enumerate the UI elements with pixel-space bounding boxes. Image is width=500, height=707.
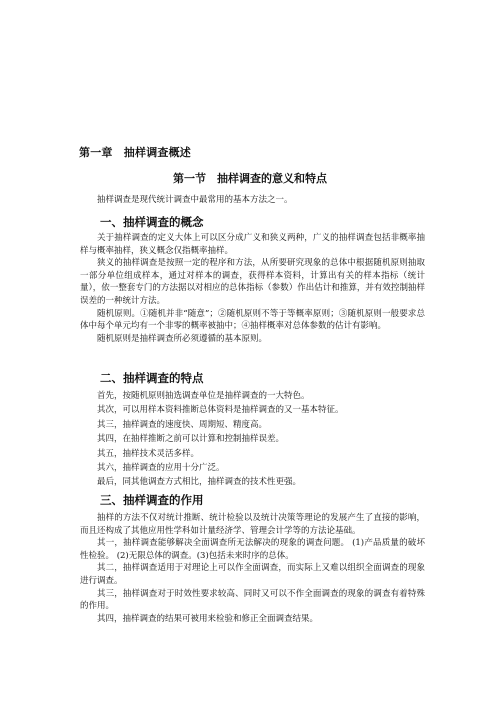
section-title: 第一节 抽样调查的意义和特点 <box>173 172 327 185</box>
chapter-title: 第一章 抽样调查概述 <box>79 146 191 159</box>
part3-body <box>80 512 425 625</box>
body-paragraph: 随机原则是抽样调查所必须遵循的基本原则。 <box>97 333 268 344</box>
part2-heading: 二、抽样调查的特点 <box>100 371 204 385</box>
list-item: 其六，抽样调查的应用十分广泛。 <box>97 463 225 474</box>
part1-body <box>80 232 425 345</box>
body-paragraph: 狭义的抽样调查是按照一定的程序和方法，从所要研究现象的总体中根据随机原则抽取一部分单位组成样本，通过对样本的调查，获得样本资料，计算出有关的样本指标（统计量），依一整套专门的方法据以对相应的总体指标（参数）作出估计和推算，并有效控制抽样误差的一种统计方法。 <box>80 258 425 306</box>
body-paragraph: 其三，抽样调查对于时效性要求较高、同时又可以不作全面调查的现象的调查有着特殊的作用。 <box>80 588 425 612</box>
intro-paragraph: 抽样调查是现代统计调查中最常用的基本方法之一。 <box>97 195 293 205</box>
part2-list <box>97 389 427 490</box>
list-item: 其五，抽样技术灵活多样。 <box>97 448 200 459</box>
body-paragraph: 随机原则。①随机并非“随意”；②随机原则不等于等概率原则；③随机原则一般要求总体中每个单元均有一个非零的概率被抽中；④抽样概率对总体参数的估计有影响。 <box>80 308 425 332</box>
part3-heading: 三、抽样调查的作用 <box>100 493 204 507</box>
body-paragraph: 抽样的方法不仅对统计推断、统计检验以及统计决策等理论的发展产生了直接的影响，而且还构成了其他应用性学科如计量经济学、管理会计学等的方法论基础。 <box>80 513 425 536</box>
body-paragraph: 其四，抽样调查的结果可被用来检验和修正全面调查结果。 <box>97 613 319 624</box>
list-item: 其次，可以用样本资料推断总体资料是抽样调查的又一基本特征。 <box>97 405 344 416</box>
list-item: 其四，在抽样推断之前可以计算和控制抽样误差。 <box>97 434 285 445</box>
list-item: 最后，同其他调查方式相比，抽样调查的技术性更强。 <box>97 477 302 488</box>
body-paragraph: 其一，抽样调查能够解决全面调查所无法解决的现象的调查问题。 (1)产品质量的破坏性检验。 (2)无限总体的调查。(3)包括未来时序的总体。 <box>80 538 425 561</box>
intro-block <box>80 194 425 207</box>
body-paragraph: 关于抽样调查的定义大体上可以区分成广义和狭义两种，广义的抽样调查包括非概率抽样与概率抽样，狭义概念仅指概率抽样。 <box>80 233 425 256</box>
list-item: 首先，按随机原则抽选调查单位是抽样调查的一大特色。 <box>97 391 310 401</box>
body-paragraph: 其二，抽样调查适用于对理论上可以作全面调查，而实际上又难以组织全面调查的现象进行调查。 <box>80 563 425 586</box>
list-item: 其三，抽样调查的速度快、周期短、精度高。 <box>97 419 268 430</box>
part1-heading: 一、抽样调查的概念 <box>100 215 204 229</box>
